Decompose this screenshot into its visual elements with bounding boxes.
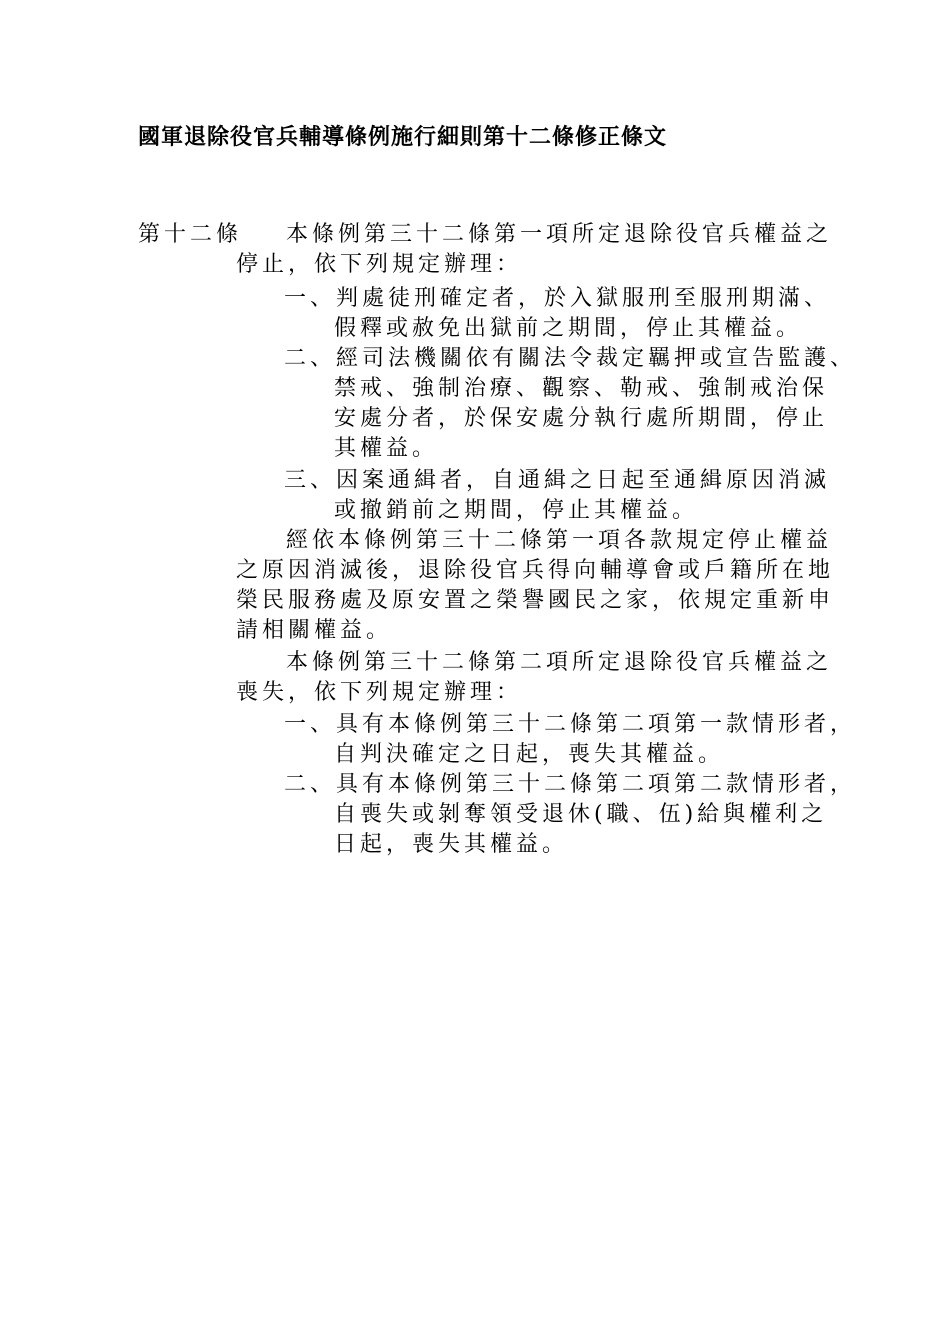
- text-line-3: 一、判處徒刑確定者，於入獄服刑至服刑期滿、: [284, 286, 831, 311]
- text-line-15: 本條例第三十二條第二項所定退除役官兵權益之: [286, 650, 833, 675]
- text-line-5: 二、經司法機關依有關法令裁定羈押或宣告監護、: [284, 346, 857, 371]
- text-line-21: 日起，喪失其權益。: [334, 832, 569, 857]
- document-title: 國軍退除役官兵輔導條例施行細則第十二條修正條文: [138, 124, 668, 150]
- article-label: 第十二條: [138, 222, 243, 247]
- text-line-13: 榮民服務處及原安置之榮譽國民之家，依規定重新申: [236, 588, 835, 613]
- text-line-16: 喪失，依下列規定辦理：: [236, 680, 523, 705]
- text-line-12: 之原因消滅後，退除役官兵得向輔導會或戶籍所在地: [236, 558, 835, 583]
- text-line-14: 請相關權益。: [236, 618, 393, 643]
- text-line-19: 二、具有本條例第三十二條第二項第二款情形者，: [284, 772, 857, 797]
- text-line-4: 假釋或赦免出獄前之期間，停止其權益。: [334, 316, 803, 341]
- text-line-17: 一、具有本條例第三十二條第二項第一款情形者，: [284, 712, 857, 737]
- text-line-9: 三、因案通緝者，自通緝之日起至通緝原因消滅: [284, 468, 831, 493]
- text-line-20: 自喪失或剝奪領受退休(職、伍)給與權利之: [334, 802, 828, 827]
- text-line-7: 安處分者，於保安處分執行處所期間，停止: [334, 406, 829, 431]
- text-line-1: 本條例第三十二條第一項所定退除役官兵權益之: [286, 222, 833, 247]
- text-line-8: 其權益。: [334, 436, 439, 461]
- text-line-18: 自判決確定之日起，喪失其權益。: [334, 742, 725, 767]
- text-line-11: 經依本條例第三十二條第一項各款規定停止權益: [286, 528, 833, 553]
- text-line-10: 或撤銷前之期間，停止其權益。: [334, 498, 699, 523]
- text-line-6: 禁戒、強制治療、觀察、勒戒、強制戒治保: [334, 376, 829, 401]
- text-line-2: 停止，依下列規定辦理：: [236, 252, 523, 277]
